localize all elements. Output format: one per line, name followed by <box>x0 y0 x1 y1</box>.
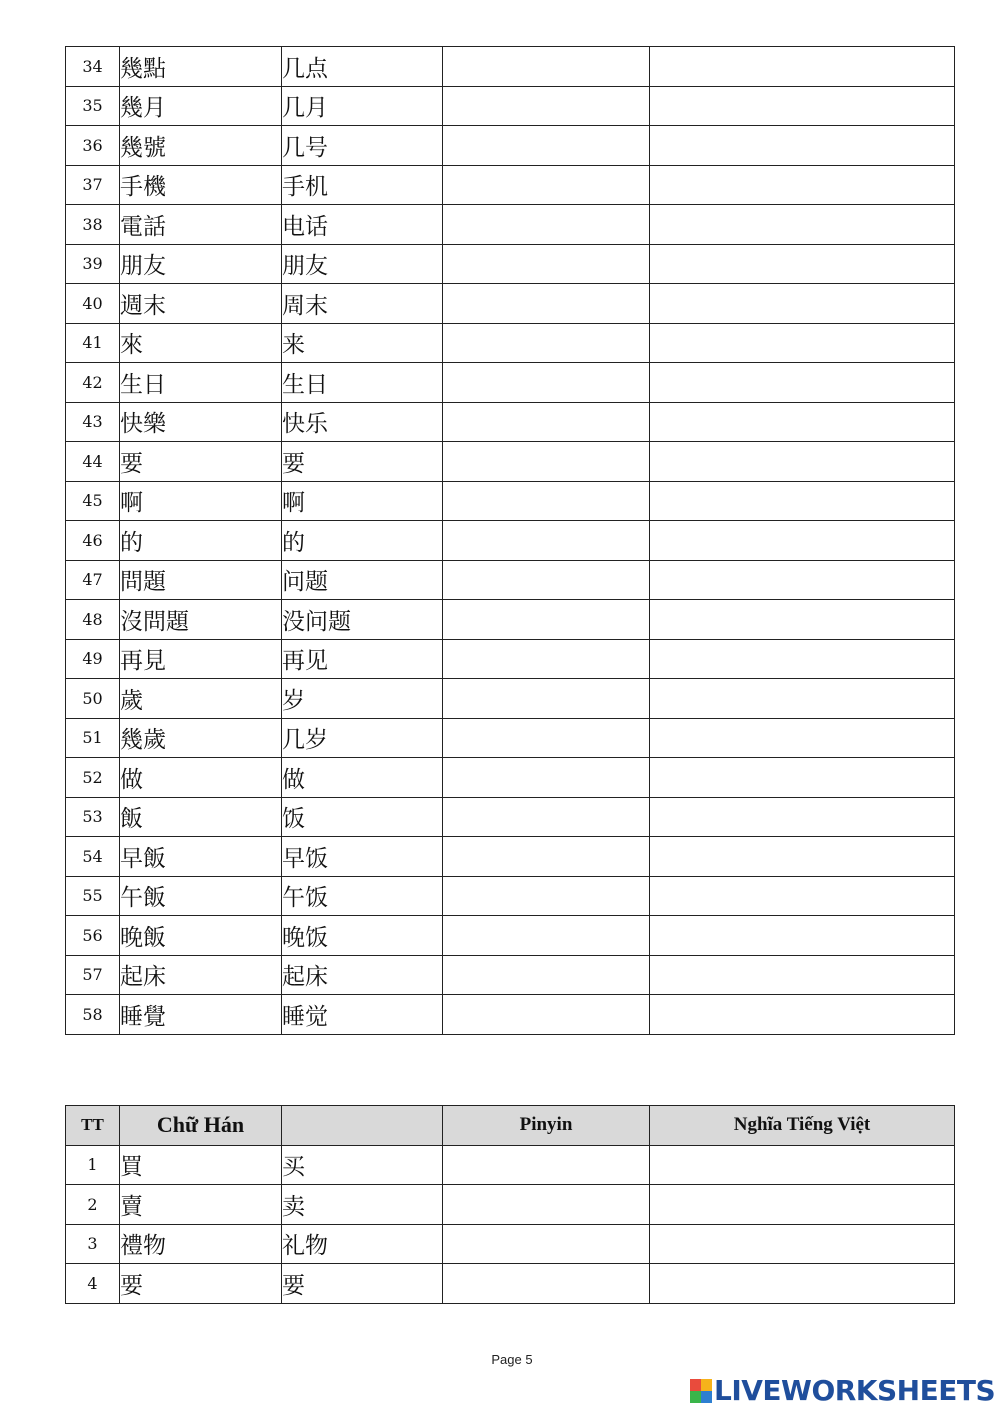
vietnamese-meaning-input[interactable] <box>650 1225 954 1264</box>
pinyin-input[interactable] <box>443 719 649 758</box>
vietnamese-meaning-cell <box>650 86 955 126</box>
table-row <box>66 718 955 758</box>
row-number: 35 <box>66 86 120 126</box>
simplified-hanzi: 起床 <box>282 955 443 995</box>
liveworksheets-wordmark: LIVEWORKSHEETS <box>714 1374 996 1407</box>
pinyin-input[interactable] <box>443 600 649 639</box>
table-row <box>66 1264 955 1304</box>
vietnamese-meaning-input[interactable] <box>650 561 954 600</box>
pinyin-cell <box>443 442 650 482</box>
pinyin-input[interactable] <box>443 1225 649 1264</box>
simplified-hanzi: 饭 <box>282 797 443 837</box>
traditional-hanzi: 問題 <box>120 560 282 600</box>
table-row <box>66 1224 955 1264</box>
vietnamese-meaning-input[interactable] <box>650 758 954 797</box>
pinyin-input[interactable] <box>443 403 649 442</box>
table-row <box>66 600 955 640</box>
logo-square-yellow <box>701 1379 712 1391</box>
liveworksheets-logo-icon <box>690 1379 712 1403</box>
vietnamese-meaning-cell <box>650 323 955 363</box>
table-row <box>66 126 955 166</box>
vietnamese-meaning-input[interactable] <box>650 837 954 876</box>
vietnamese-meaning-cell <box>650 126 955 166</box>
vietnamese-meaning-input[interactable] <box>650 245 954 284</box>
table-row <box>66 323 955 363</box>
table-row <box>66 1145 955 1185</box>
traditional-hanzi: 晚飯 <box>120 916 282 956</box>
row-number: 54 <box>66 837 120 877</box>
vocab-table-main <box>65 46 955 1035</box>
traditional-hanzi: 早飯 <box>120 837 282 877</box>
vietnamese-meaning-cell <box>650 165 955 205</box>
pinyin-cell <box>443 1264 650 1304</box>
simplified-hanzi: 手机 <box>282 165 443 205</box>
vietnamese-meaning-input[interactable] <box>650 640 954 679</box>
pinyin-input[interactable] <box>443 956 649 995</box>
vietnamese-meaning-input[interactable] <box>650 1264 954 1303</box>
simplified-hanzi: 没问题 <box>282 600 443 640</box>
traditional-hanzi: 起床 <box>120 955 282 995</box>
pinyin-cell <box>443 955 650 995</box>
pinyin-cell <box>443 1185 650 1225</box>
table-row <box>66 560 955 600</box>
pinyin-input[interactable] <box>443 284 649 323</box>
pinyin-cell <box>443 205 650 245</box>
pinyin-input[interactable] <box>443 205 649 244</box>
vietnamese-meaning-cell <box>650 521 955 561</box>
vietnamese-meaning-input[interactable] <box>650 679 954 718</box>
traditional-hanzi: 要 <box>120 1264 282 1304</box>
vietnamese-meaning-input[interactable] <box>650 482 954 521</box>
traditional-hanzi: 來 <box>120 323 282 363</box>
traditional-hanzi: 的 <box>120 521 282 561</box>
vietnamese-meaning-input[interactable] <box>650 284 954 323</box>
vietnamese-meaning-cell <box>650 876 955 916</box>
row-number: 42 <box>66 363 120 403</box>
simplified-hanzi: 晚饭 <box>282 916 443 956</box>
logo-square-green <box>690 1391 701 1403</box>
page-number: Page 5 <box>491 1352 533 1367</box>
vietnamese-meaning-input[interactable] <box>650 719 954 758</box>
header-chu-han: Chữ Hán <box>120 1106 282 1146</box>
vietnamese-meaning-input[interactable] <box>650 956 954 995</box>
pinyin-input[interactable] <box>443 166 649 205</box>
pinyin-cell <box>443 758 650 798</box>
vietnamese-meaning-input[interactable] <box>650 363 954 402</box>
header-blank <box>282 1106 443 1146</box>
vietnamese-meaning-cell <box>650 600 955 640</box>
table-row <box>66 876 955 916</box>
simplified-hanzi: 礼物 <box>282 1224 443 1264</box>
traditional-hanzi: 週末 <box>120 284 282 324</box>
pinyin-input[interactable] <box>443 679 649 718</box>
pinyin-cell <box>443 600 650 640</box>
pinyin-input[interactable] <box>443 798 649 837</box>
vocab-table-second <box>65 1105 955 1304</box>
simplified-hanzi: 岁 <box>282 679 443 719</box>
pinyin-cell <box>443 1224 650 1264</box>
simplified-hanzi: 几点 <box>282 47 443 87</box>
vietnamese-meaning-cell <box>650 797 955 837</box>
vietnamese-meaning-cell <box>650 916 955 956</box>
pinyin-cell <box>443 521 650 561</box>
vietnamese-meaning-cell <box>650 955 955 995</box>
table-row <box>66 244 955 284</box>
row-number: 50 <box>66 679 120 719</box>
simplified-hanzi: 午饭 <box>282 876 443 916</box>
vietnamese-meaning-cell <box>650 1145 955 1185</box>
traditional-hanzi: 朋友 <box>120 244 282 284</box>
pinyin-input[interactable] <box>443 482 649 521</box>
table-row <box>66 639 955 679</box>
simplified-hanzi: 朋友 <box>282 244 443 284</box>
pinyin-input[interactable] <box>443 1146 649 1185</box>
pinyin-cell <box>443 837 650 877</box>
vietnamese-meaning-cell <box>650 1185 955 1225</box>
row-number: 36 <box>66 126 120 166</box>
pinyin-input[interactable] <box>443 126 649 165</box>
traditional-hanzi: 電話 <box>120 205 282 245</box>
traditional-hanzi: 再見 <box>120 639 282 679</box>
pinyin-cell <box>443 718 650 758</box>
pinyin-input[interactable] <box>443 640 649 679</box>
pinyin-input[interactable] <box>443 245 649 284</box>
vietnamese-meaning-input[interactable] <box>650 995 954 1034</box>
header-tt: TT <box>66 1106 120 1146</box>
simplified-hanzi: 周末 <box>282 284 443 324</box>
table-row <box>66 165 955 205</box>
pinyin-cell <box>443 876 650 916</box>
vietnamese-meaning-cell <box>650 718 955 758</box>
row-number: 51 <box>66 718 120 758</box>
vietnamese-meaning-input[interactable] <box>650 877 954 916</box>
table-row <box>66 402 955 442</box>
pinyin-input[interactable] <box>443 1264 649 1303</box>
table-row <box>66 481 955 521</box>
row-number: 47 <box>66 560 120 600</box>
table-row <box>66 521 955 561</box>
pinyin-cell <box>443 86 650 126</box>
simplified-hanzi: 再见 <box>282 639 443 679</box>
table-row <box>66 363 955 403</box>
row-number: 4 <box>66 1264 120 1304</box>
table-row <box>66 47 955 87</box>
vietnamese-meaning-input[interactable] <box>650 47 954 86</box>
vietnamese-meaning-cell <box>650 363 955 403</box>
row-number: 49 <box>66 639 120 679</box>
row-number: 43 <box>66 402 120 442</box>
traditional-hanzi: 睡覺 <box>120 995 282 1035</box>
pinyin-input[interactable] <box>443 837 649 876</box>
vietnamese-meaning-input[interactable] <box>650 1146 954 1185</box>
vietnamese-meaning-input[interactable] <box>650 166 954 205</box>
vietnamese-meaning-input[interactable] <box>650 87 954 126</box>
vietnamese-meaning-cell <box>650 995 955 1035</box>
liveworksheets-brand[interactable] <box>690 1374 995 1407</box>
row-number: 53 <box>66 797 120 837</box>
row-number: 34 <box>66 47 120 87</box>
traditional-hanzi: 幾歲 <box>120 718 282 758</box>
vietnamese-meaning-cell <box>650 284 955 324</box>
pinyin-cell <box>443 47 650 87</box>
vietnamese-meaning-cell <box>650 481 955 521</box>
row-number: 38 <box>66 205 120 245</box>
table-row <box>66 679 955 719</box>
simplified-hanzi: 问题 <box>282 560 443 600</box>
simplified-hanzi: 要 <box>282 1264 443 1304</box>
pinyin-cell <box>443 323 650 363</box>
row-number: 2 <box>66 1185 120 1225</box>
vietnamese-meaning-cell <box>650 47 955 87</box>
pinyin-cell <box>443 639 650 679</box>
simplified-hanzi: 啊 <box>282 481 443 521</box>
vocab-table-second-body <box>66 1145 955 1303</box>
vietnamese-meaning-cell <box>650 205 955 245</box>
pinyin-cell <box>443 402 650 442</box>
row-number: 46 <box>66 521 120 561</box>
table-row <box>66 1185 955 1225</box>
pinyin-cell <box>443 1145 650 1185</box>
pinyin-input[interactable] <box>443 363 649 402</box>
simplified-hanzi: 电话 <box>282 205 443 245</box>
row-number: 57 <box>66 955 120 995</box>
simplified-hanzi: 快乐 <box>282 402 443 442</box>
pinyin-cell <box>443 126 650 166</box>
table-row <box>66 442 955 482</box>
vietnamese-meaning-input[interactable] <box>650 324 954 363</box>
traditional-hanzi: 午飯 <box>120 876 282 916</box>
traditional-hanzi: 幾號 <box>120 126 282 166</box>
traditional-hanzi: 買 <box>120 1145 282 1185</box>
table-row <box>66 955 955 995</box>
traditional-hanzi: 禮物 <box>120 1224 282 1264</box>
vietnamese-meaning-input[interactable] <box>650 916 954 955</box>
vietnamese-meaning-input[interactable] <box>650 798 954 837</box>
table-row <box>66 758 955 798</box>
pinyin-input[interactable] <box>443 324 649 363</box>
pinyin-input[interactable] <box>443 995 649 1034</box>
pinyin-cell <box>443 165 650 205</box>
pinyin-cell <box>443 560 650 600</box>
vietnamese-meaning-input[interactable] <box>650 403 954 442</box>
row-number: 48 <box>66 600 120 640</box>
pinyin-cell <box>443 363 650 403</box>
vietnamese-meaning-input[interactable] <box>650 600 954 639</box>
row-number: 39 <box>66 244 120 284</box>
table-row <box>66 916 955 956</box>
header-pinyin: Pinyin <box>443 1106 650 1146</box>
pinyin-input[interactable] <box>443 561 649 600</box>
simplified-hanzi: 来 <box>282 323 443 363</box>
row-number: 45 <box>66 481 120 521</box>
pinyin-cell <box>443 797 650 837</box>
vietnamese-meaning-cell <box>650 758 955 798</box>
pinyin-input[interactable] <box>443 758 649 797</box>
logo-square-blue <box>701 1391 712 1403</box>
simplified-hanzi: 卖 <box>282 1185 443 1225</box>
vietnamese-meaning-input[interactable] <box>650 521 954 560</box>
logo-square-red <box>690 1379 701 1391</box>
traditional-hanzi: 快樂 <box>120 402 282 442</box>
table-row <box>66 86 955 126</box>
pinyin-input[interactable] <box>443 442 649 481</box>
row-number: 40 <box>66 284 120 324</box>
vietnamese-meaning-cell <box>650 560 955 600</box>
vietnamese-meaning-input[interactable] <box>650 1185 954 1224</box>
row-number: 55 <box>66 876 120 916</box>
simplified-hanzi: 几岁 <box>282 718 443 758</box>
traditional-hanzi: 手機 <box>120 165 282 205</box>
simplified-hanzi: 几月 <box>282 86 443 126</box>
row-number: 44 <box>66 442 120 482</box>
simplified-hanzi: 做 <box>282 758 443 798</box>
table-row <box>66 797 955 837</box>
row-number: 1 <box>66 1145 120 1185</box>
traditional-hanzi: 幾月 <box>120 86 282 126</box>
simplified-hanzi: 的 <box>282 521 443 561</box>
traditional-hanzi: 賣 <box>120 1185 282 1225</box>
row-number: 52 <box>66 758 120 798</box>
pinyin-input[interactable] <box>443 1185 649 1224</box>
vietnamese-meaning-input[interactable] <box>650 442 954 481</box>
traditional-hanzi: 做 <box>120 758 282 798</box>
row-number: 41 <box>66 323 120 363</box>
vietnamese-meaning-input[interactable] <box>650 205 954 244</box>
pinyin-input[interactable] <box>443 521 649 560</box>
traditional-hanzi: 歲 <box>120 679 282 719</box>
header-nghia-tieng-viet: Nghĩa Tiếng Việt <box>650 1106 955 1146</box>
pinyin-input[interactable] <box>443 47 649 86</box>
simplified-hanzi: 几号 <box>282 126 443 166</box>
simplified-hanzi: 要 <box>282 442 443 482</box>
pinyin-cell <box>443 481 650 521</box>
vietnamese-meaning-cell <box>650 442 955 482</box>
traditional-hanzi: 生日 <box>120 363 282 403</box>
traditional-hanzi: 沒問題 <box>120 600 282 640</box>
traditional-hanzi: 幾點 <box>120 47 282 87</box>
pinyin-cell <box>443 679 650 719</box>
pinyin-input[interactable] <box>443 87 649 126</box>
table-row <box>66 995 955 1035</box>
header-row <box>66 1106 955 1146</box>
pinyin-cell <box>443 284 650 324</box>
table-row <box>66 205 955 245</box>
vietnamese-meaning-cell <box>650 244 955 284</box>
pinyin-cell <box>443 995 650 1035</box>
row-number: 58 <box>66 995 120 1035</box>
traditional-hanzi: 要 <box>120 442 282 482</box>
vietnamese-meaning-cell <box>650 837 955 877</box>
row-number: 3 <box>66 1224 120 1264</box>
pinyin-cell <box>443 916 650 956</box>
vietnamese-meaning-cell <box>650 402 955 442</box>
simplified-hanzi: 睡觉 <box>282 995 443 1035</box>
simplified-hanzi: 买 <box>282 1145 443 1185</box>
vocab-table-main-body <box>66 47 955 1035</box>
pinyin-cell <box>443 244 650 284</box>
traditional-hanzi: 飯 <box>120 797 282 837</box>
vietnamese-meaning-cell <box>650 1224 955 1264</box>
table-row <box>66 284 955 324</box>
vietnamese-meaning-cell <box>650 679 955 719</box>
simplified-hanzi: 生日 <box>282 363 443 403</box>
pinyin-input[interactable] <box>443 877 649 916</box>
pinyin-input[interactable] <box>443 916 649 955</box>
traditional-hanzi: 啊 <box>120 481 282 521</box>
vietnamese-meaning-input[interactable] <box>650 126 954 165</box>
simplified-hanzi: 早饭 <box>282 837 443 877</box>
vietnamese-meaning-cell <box>650 639 955 679</box>
row-number: 56 <box>66 916 120 956</box>
table-row <box>66 837 955 877</box>
row-number: 37 <box>66 165 120 205</box>
vietnamese-meaning-cell <box>650 1264 955 1304</box>
